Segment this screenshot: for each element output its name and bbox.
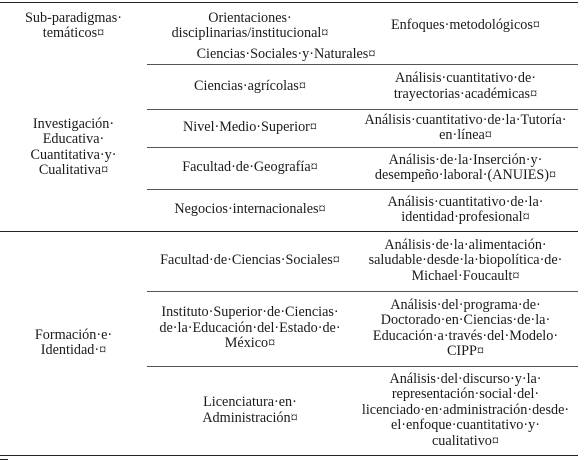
group-label-line: Investigación· <box>32 115 115 132</box>
orientation-cell <box>147 147 353 189</box>
header-line: Sub-paradigmas· <box>25 9 122 26</box>
header-line: disciplinarias/institucional¤ <box>171 25 329 41</box>
cell-line: Licenciatura·en· <box>203 394 297 410</box>
cell-line: saludable·desde·la·biopolítica·de· <box>368 252 563 269</box>
header-subparadigms <box>0 6 147 46</box>
cell-line: Facultad·de·Ciencias·Sociales¤ <box>160 252 340 269</box>
cell-line: trayectorias·académicas¤ <box>393 85 538 102</box>
cell-line: Análisis·cuantitativo·de·la· <box>387 193 544 210</box>
header-line: Enfoques·metodológicos¤ <box>391 17 540 34</box>
cell-line: Michael·Foucault¤ <box>411 267 520 284</box>
cell-line: identidad·profesional¤ <box>401 209 530 225</box>
cell-line: el·enfoque·cuantitativo·y· <box>391 417 540 434</box>
approach-cell <box>353 64 578 109</box>
cell-line: Análisis·de·la·Inserción·y· <box>388 151 543 168</box>
header-approaches <box>353 6 578 46</box>
cell-line: Facultad·de·Geografía¤ <box>182 159 318 176</box>
orientation-cell <box>147 291 353 366</box>
orientation-cell <box>147 366 353 455</box>
cell-line: Educación·a·través·del·Modelo· <box>372 327 559 344</box>
group-label-line: Identidad·¤ <box>40 342 107 358</box>
orientation-cell <box>147 109 353 147</box>
cell-line: CIPP¤ <box>446 343 485 359</box>
orientation-cell <box>147 64 353 109</box>
header-orientations-continued <box>147 45 425 64</box>
cell-line: México¤ <box>224 335 276 352</box>
cell-line: Doctorado·en·Ciencias·de·la· <box>380 312 551 328</box>
header-orientations <box>147 6 353 46</box>
header-line: Orientaciones· <box>208 9 292 26</box>
cell-line: Ciencias·agrícolas¤ <box>194 77 306 94</box>
group-label-line: Educativa· <box>42 131 105 147</box>
group-label-line: Formación·e· <box>34 326 113 343</box>
bottom-border <box>0 455 578 456</box>
cell-line: Análisis·cuantitativo·de·la·Tutoría· <box>364 111 567 128</box>
cell-line: representación·social·del· <box>391 386 540 403</box>
cell-line: Análisis·del·programa·de· <box>390 296 541 313</box>
cell-line: Análisis·cuantitativo·de· <box>394 70 537 86</box>
cell-line: Análisis·del·discurso·y·la· <box>389 370 542 387</box>
cell-line: Administración¤ <box>202 409 298 426</box>
cell-line: de·la·Educación·del·Estado·de· <box>159 319 341 336</box>
cell-line: Nivel·Medio·Superior¤ <box>183 119 317 136</box>
cell-line: Análisis·de·la·alimentación· <box>384 236 547 253</box>
group-label-training <box>0 231 147 455</box>
orientation-cell <box>147 189 353 231</box>
approach-cell <box>353 291 578 366</box>
cell-line: licenciado·en·administración·desde· <box>361 401 570 418</box>
cell-line: Negocios·internacionales¤ <box>174 201 326 218</box>
approach-cell <box>353 109 578 147</box>
approach-cell <box>353 231 578 291</box>
group-label-line: Cuantitativa·y· <box>30 146 117 163</box>
cell-line: en·línea¤ <box>439 127 492 143</box>
approach-cell <box>353 147 578 189</box>
header-line: Ciencias·Sociales·y·Naturales¤ <box>196 45 376 62</box>
orientation-cell <box>147 231 353 291</box>
group-label-research <box>0 64 147 231</box>
top-border <box>0 2 578 3</box>
group-label-line: Cualitativa¤ <box>38 162 109 178</box>
approach-cell <box>353 366 578 455</box>
approach-cell <box>353 189 578 231</box>
cell-line: cualitativo¤ <box>432 432 499 449</box>
cell-line: desempeño·laboral·(ANUIES)¤ <box>374 167 557 183</box>
cell-line: Instituto·Superior·de·Ciencias· <box>161 304 339 321</box>
header-line: temáticos¤ <box>42 25 105 41</box>
footnote-mark <box>0 459 8 460</box>
